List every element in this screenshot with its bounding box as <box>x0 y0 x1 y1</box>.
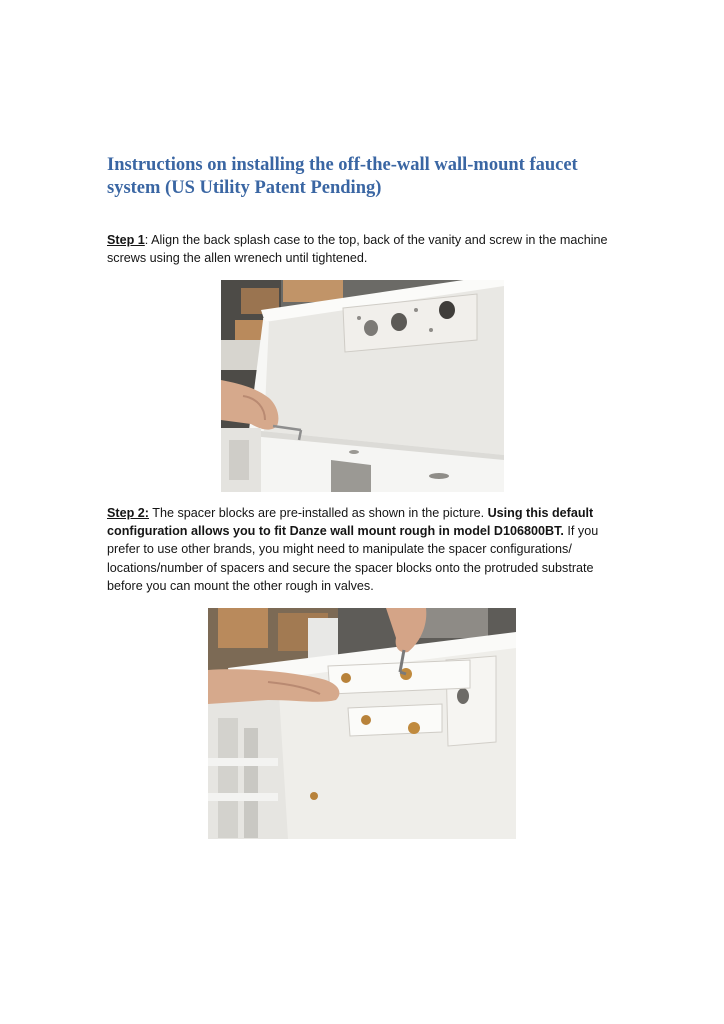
step-2-paragraph <box>107 504 622 595</box>
step-1-paragraph <box>107 231 622 267</box>
photo-backsplash-install <box>221 280 504 492</box>
photo-spacer-blocks <box>208 608 516 839</box>
backsplash-photo-illustration <box>221 280 504 492</box>
step-2-text-b: If you prefer to use other brands, you might need to manipulate the spacer configurations/ locations/number of spacers and secure the spacer blocks onto the protruded substrate before you can mount the other rough in valves. <box>107 524 599 593</box>
title-line-2: system (US Utility Patent Pending) <box>107 178 382 198</box>
step-1-text: : Align the back splash case to the top, back of the vanity and screw in the machine screws using the allen wrenech until tightened. <box>107 233 608 266</box>
title-line-1: Instructions on installing the off-the-wall wall-mount faucet <box>107 155 578 175</box>
document-title <box>107 154 627 200</box>
step-1-label: Step 1 <box>107 233 145 247</box>
step-2-text-a: The spacer blocks are pre-installed as shown in the picture. <box>149 506 488 520</box>
step-2-label: Step 2: <box>107 506 149 520</box>
step-2-bold-text: Using this default configuration allows you to fit Danze wall mount rough in model D106800BT. <box>107 506 594 539</box>
spacer-photo-illustration <box>208 608 516 839</box>
